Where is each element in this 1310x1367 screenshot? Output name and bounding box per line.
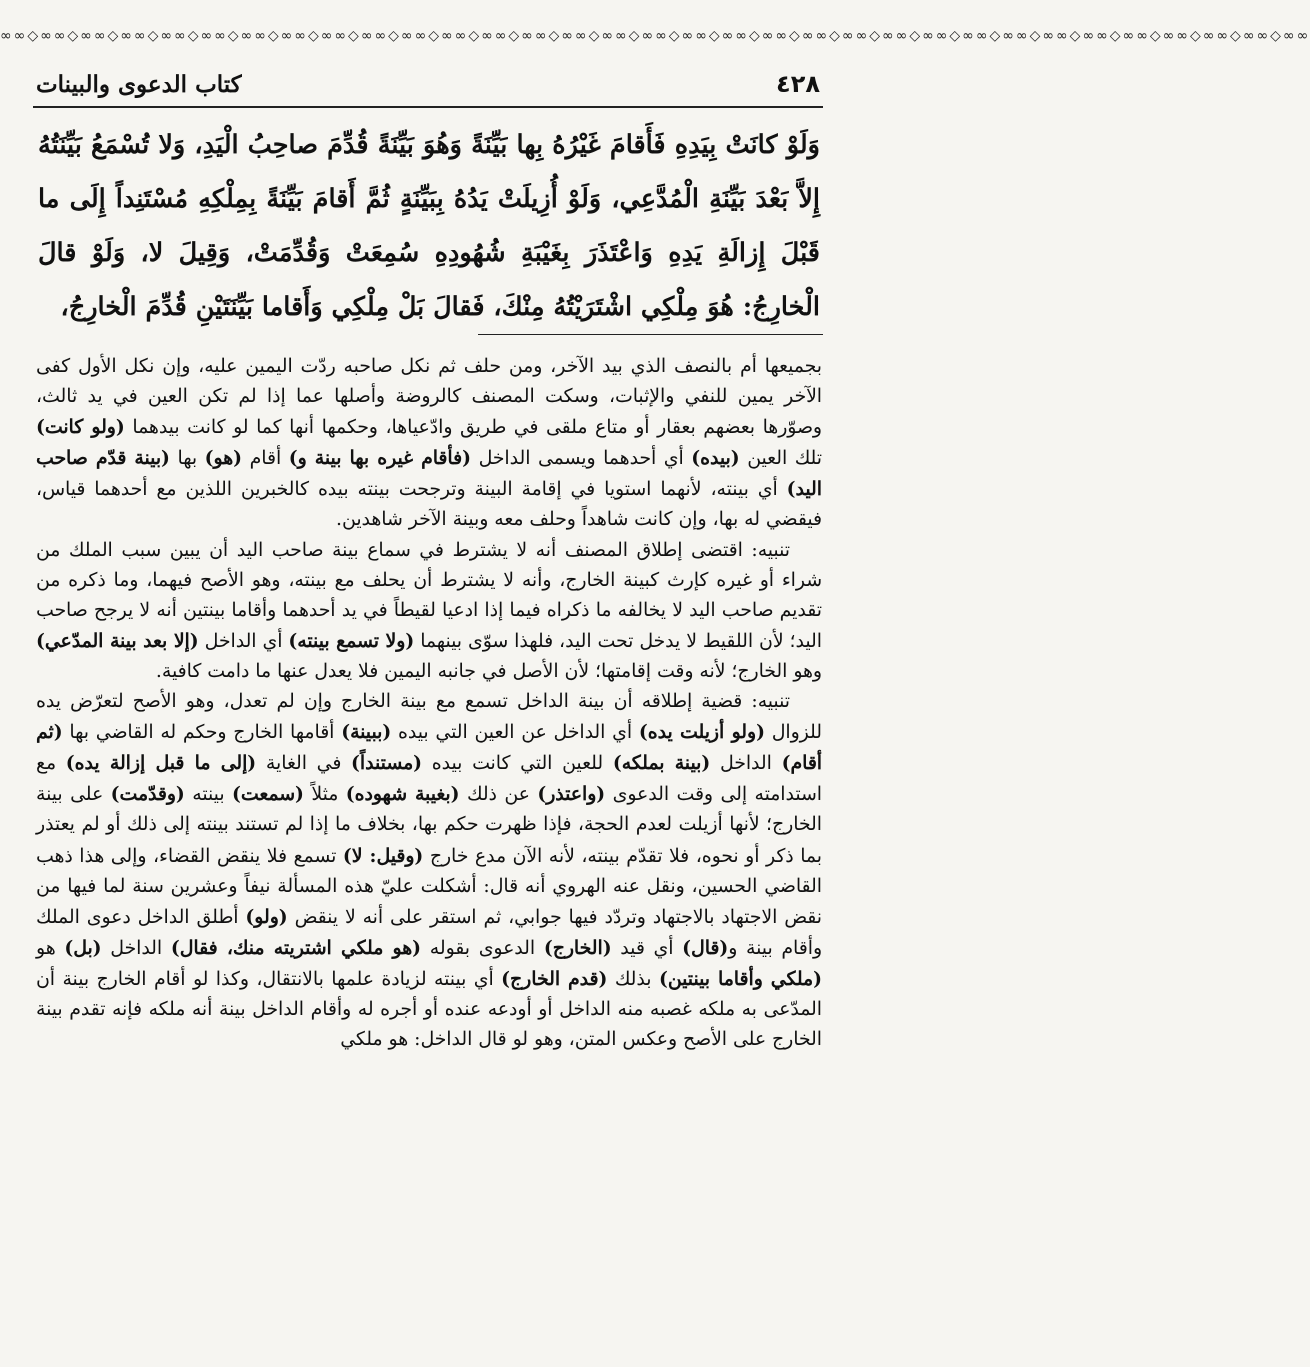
page-number: ٤٢٨ [776,70,820,98]
page-header [36,66,820,102]
commentary-paragraph: بجميعها أم بالنصف الذي بيد الآخر، ومن حلف ثم نكل صاحبه ردّت اليمين عليه، وإن نكل الأول كفى الآخر يمين للنفي والإثبات، وسكت المصنف كالروضة وأصلها عما إذا لم تكن العين في يد ثالث، وصوّرها بعضهم بعقار أو متاع ملقى في طريق وادّعياها، وحكمها أنها كما لو كانت بيدهما (ولو كانت) تلك العين (بيده) أي أحدهما ويسمى الداخل (فأقام غيره بها بينة و) أقام (هو) بها (بينة قدّم صاحب اليد) أي بينته، لأنهما استويا في إقامة البينة وترجحت بينته بيده كالخبرين اللذين مع أحدهما قياس، فيقضي له بها، وإن كانت شاهداً وحلف معه وبينة الآخر شاهدين. [36,356,822,531]
header-rule [33,106,823,108]
commentary-note: تنبيه: اقتضى إطلاق المصنف أنه لا يشترط في سماع بينة صاحب اليد أن يبين سبب الملك من شراء أو غيره كإرث كبينة الخارج، وأنه لا يشترط أن يحلف مع بينته، وهو الأصح فيهما، وما ذكره من تقديم صاحب اليد لا يخالفه ما ذكراه فيما إذا ادعيا لقيطاً في يد أحدهما وأقاما بينتين أنه لا يرجح صاحب اليد؛ لأن اللقيط لا يدخل تحت اليد، فلهذا سوّى بينهما (ولا تسمع بينته) أي الداخل (إلا بعد بينة المدّعي) وهو الخارج؛ لأنه وقت إقامتها؛ لأن الأصل في جانبه اليمين فلا يعدل عنها ما دامت كافية. [36,539,822,682]
commentary [36,352,822,1055]
book-title: كتاب الدعوى والبينات [36,70,242,98]
matn-divider [478,334,823,335]
matn-text: وَلَوْ كانَتْ بِيَدِهِ فَأَقامَ غَيْرُهُ بِها بَيِّنَةً وَهُوَ بَيِّنَةً قُدِّمَ صاحِبُ الْيَدِ، وَلا تُسْمَعُ بَيِّنَتُهُ إِلاَّ بَعْدَ بَيِّنَةِ الْمُدَّعِي، وَلَوْ أُزِيلَتْ يَدُهُ بِبَيِّنَةٍ ثُمَّ أَقامَ بَيِّنَةً بِمِلْكِهِ مُسْتَنِداً إِلَى ما قَبْلَ إِزالَةِ يَدِهِ وَاعْتَذَرَ بِغَيْبَةِ شُهُودِهِ سُمِعَتْ وَقُدِّمَتْ، وَقِيلَ لا، وَلَوْ قالَ الْخارِجُ: هُوَ مِلْكِي اشْتَرَيْتُهُ مِنْكَ، فَقالَ بَلْ مِلْكِي وَأَقاما بَيِّنَتَيْنِ قُدِّمَ الْخارِجُ، [38,130,820,322]
top-ornament-border: ∞∞◇∞∞◇∞∞◇∞∞◇∞∞◇∞∞◇∞∞◇∞∞◇∞∞◇∞∞◇∞∞◇∞∞◇∞∞◇∞∞◇∞∞◇∞∞◇∞∞◇∞∞◇∞∞◇∞∞◇∞∞◇∞∞◇∞∞◇∞∞◇∞∞◇∞∞◇∞∞◇∞∞◇∞∞◇∞∞◇∞∞◇∞∞◇∞∞ [0,28,1310,44]
commentary-note: تنبيه: قضية إطلاقه أن بينة الداخل تسمع مع بينة الخارج وإن لم تعدل، وهو الأصح لتعرّض يده للزوال (ولو أزيلت يده) أي الداخل عن العين التي بيده (ببينة) أقامها الخارج وحكم له القاضي بها (ثم أقام) الداخل (بينة بملكه) للعين التي كانت بيده (مستنداً) في الغاية (إلى ما قبل إزالة يده) مع استدامته إلى وقت الدعوى (واعتذر) عن ذلك (بغيبة شهوده) مثلاً (سمعت) بينته (وقدّمت) على بينة الخارج؛ لأنها أزيلت لعدم الحجة، فإذا ظهرت حكم بها، بخلاف ما إذا لم تستند بينته إلى ذلك أو لم يعتذر بما ذكر أو نحوه، فلا تقدّم بينته، لأنه الآن مدع خارج (وقيل: لا) تسمع فلا ينقض القضاء، وإلى هذا ذهب القاضي الحسين، ونقل عنه الهروي أنه قال: أشكلت عليّ هذه المسألة نيفاً وعشرين سنة لما فيها من نقض الاجتهاد بالاجتهاد وتردّد فيها جوابي، ثم استقر على أنه لا ينقض (ولو) أطلق الداخل دعوى الملك وأقام بينة و(قال) أي قيد (الخارج) الدعوى بقوله (هو ملكي اشتريته منك، فقال) الداخل (بل) هو (ملكي وأقاما بينتين) بذلك (قدم الخارج) أي بينته لزيادة علمها بالانتقال، وكذا لو أقام الخارج بينة أن المدّعى به ملكه غصبه منه الداخل أو أودعه عنده أو أجره له وأقام الداخل بينة أنه ملكه فإنه تقدم بينة الخارج على الأصح وعكس المتن، وهو لو قال الداخل: هو ملكي [36,691,823,1051]
